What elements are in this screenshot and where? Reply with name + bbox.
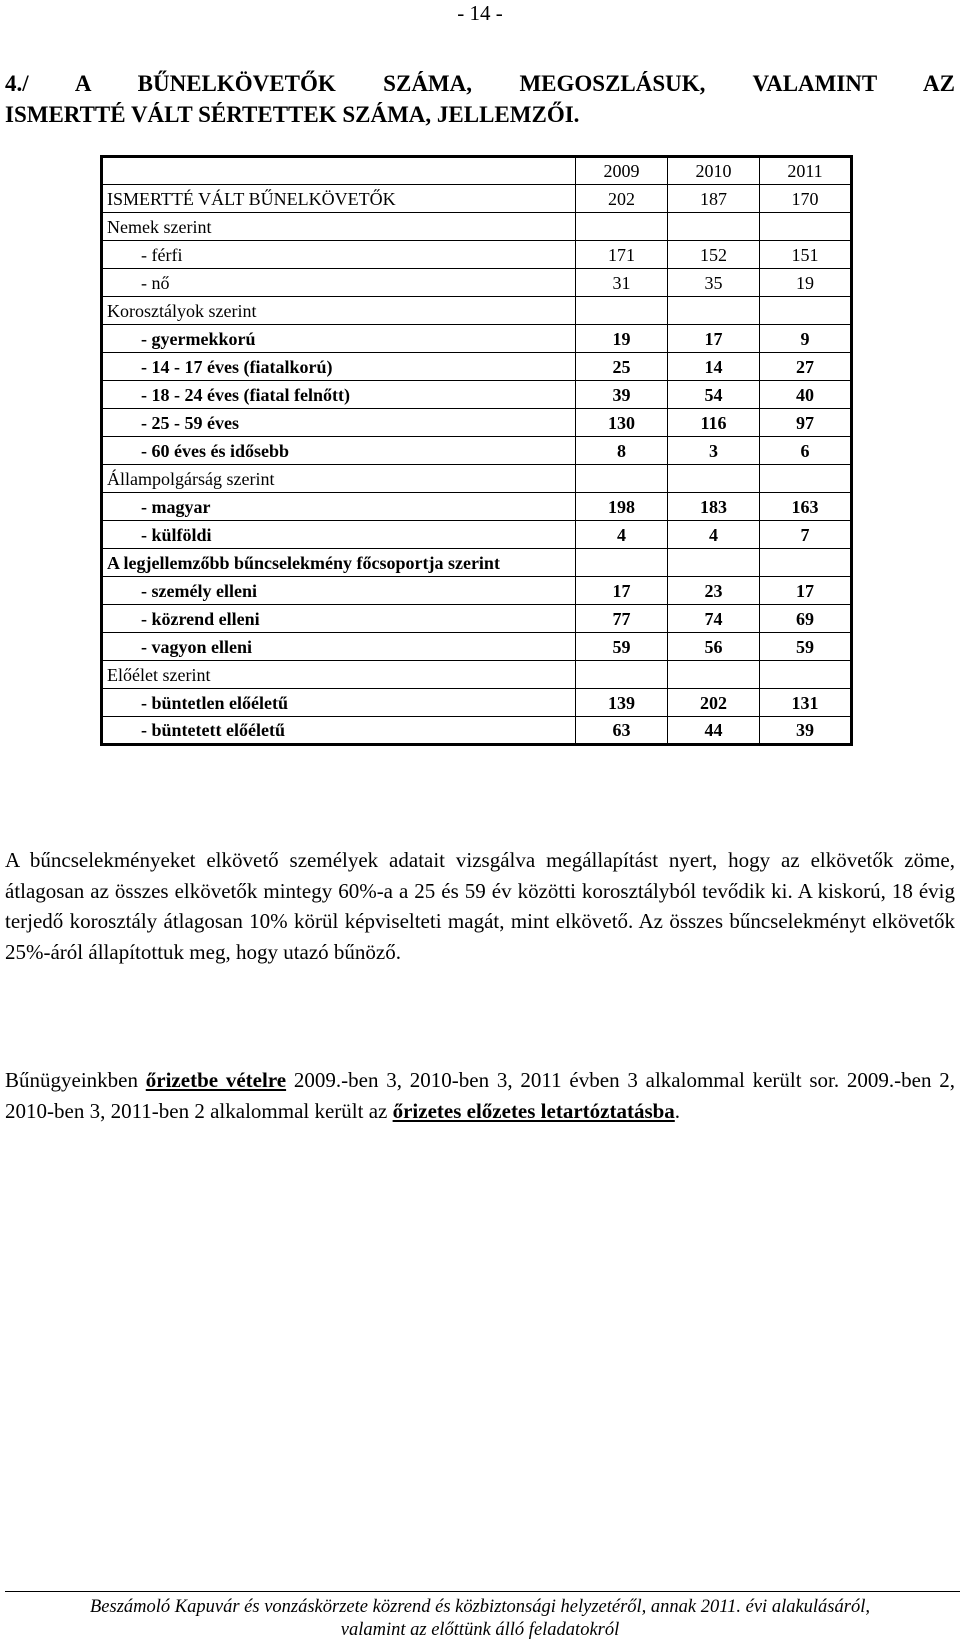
paragraph-text: Bűnügyeinkben	[5, 1068, 146, 1092]
table-row	[102, 381, 852, 409]
value-cell-2010: 116	[668, 409, 760, 437]
row-label: - gyermekkorú	[102, 325, 576, 353]
paragraph-offender-analysis: A bűncselekményeket elkövető személyek adatait vizsgálva megállapítást nyert, hogy az elkövetők zöme, átlagosan az összes elkövetők mintegy 60%-a a 25 és 59 év közötti korosztályból tevődik ki. A kiskorú, 18 évig terjedő korosztály átlagosan 10% körül képviselteti magát, mint elkövető. Az összes bűncselekményt elkövetők 25%-áról állapítottuk meg, hogy utazó bűnöző.	[5, 848, 955, 964]
emphasis-pretrial-detention: őrizetes előzetes letartóztatásba	[392, 1098, 675, 1123]
category-label: Állampolgárság szerint	[102, 465, 576, 493]
table-row	[102, 549, 852, 577]
category-label: Előélet szerint	[102, 661, 576, 689]
table-header-empty-cell	[102, 157, 576, 185]
value-cell-2009	[576, 213, 668, 241]
value-cell-2011: 170	[760, 185, 852, 213]
table-header-row	[102, 157, 852, 185]
row-label: - 18 - 24 éves (fiatal felnőtt)	[102, 381, 576, 409]
table-row	[102, 605, 852, 633]
row-label: - közrend elleni	[102, 605, 576, 633]
table-row	[102, 717, 852, 745]
value-cell-2010: 54	[668, 381, 760, 409]
paragraph-text: 2009.-ben 3, 2010-ben 3, 2011 évben 3 alkalommal került sor. 2009.-ben 2, 2010-ben 3, 2011-ben 2 alkalommal került az	[5, 1068, 955, 1123]
value-cell-2010: 23	[668, 577, 760, 605]
table-row	[102, 437, 852, 465]
value-cell-2009	[576, 661, 668, 689]
value-cell-2011: 97	[760, 409, 852, 437]
value-cell-2011: 6	[760, 437, 852, 465]
value-cell-2009	[576, 549, 668, 577]
year-header: 2010	[668, 157, 760, 185]
value-cell-2011: 17	[760, 577, 852, 605]
paragraph-text: .	[674, 1098, 681, 1123]
row-label: - büntetlen előéletű	[102, 689, 576, 717]
row-label: - magyar	[102, 493, 576, 521]
section-heading-line-2: ISMERTTÉ VÁLT SÉRTETTEK SZÁMA, JELLEMZŐI.	[5, 102, 580, 127]
category-label: Nemek szerint	[102, 213, 576, 241]
value-cell-2011: 131	[760, 689, 852, 717]
value-cell-2010: 56	[668, 633, 760, 661]
emphasis-custody: őrizetbe vételre	[145, 1068, 287, 1092]
table-row	[102, 521, 852, 549]
value-cell-2009	[576, 297, 668, 325]
value-cell-2009: 77	[576, 605, 668, 633]
value-cell-2009	[576, 465, 668, 493]
table-row	[102, 661, 852, 689]
value-cell-2009: 63	[576, 717, 668, 745]
value-cell-2010: 44	[668, 717, 760, 745]
value-cell-2009: 19	[576, 325, 668, 353]
value-cell-2010: 4	[668, 521, 760, 549]
value-cell-2011: 19	[760, 269, 852, 297]
row-label: - büntetett előéletű	[102, 717, 576, 745]
table-row	[102, 325, 852, 353]
value-cell-2011: 7	[760, 521, 852, 549]
value-cell-2010: 3	[668, 437, 760, 465]
footer-line-1: Beszámoló Kapuvár és vonzáskörzete közrend és közbiztonsági helyzetéről, annak 2011. évi alakulásáról,	[90, 1597, 870, 1617]
table-row	[102, 465, 852, 493]
value-cell-2010	[668, 213, 760, 241]
value-cell-2011	[760, 661, 852, 689]
table-row	[102, 633, 852, 661]
table-row	[102, 353, 852, 381]
value-cell-2009: 17	[576, 577, 668, 605]
value-cell-2009: 198	[576, 493, 668, 521]
value-cell-2011	[760, 549, 852, 577]
value-cell-2010	[668, 465, 760, 493]
value-cell-2010: 183	[668, 493, 760, 521]
row-label: - 25 - 59 éves	[102, 409, 576, 437]
table-row	[102, 297, 852, 325]
table-row	[102, 269, 852, 297]
value-cell-2011: 59	[760, 633, 852, 661]
value-cell-2009: 4	[576, 521, 668, 549]
table-row	[102, 213, 852, 241]
value-cell-2011	[760, 297, 852, 325]
category-label: A legjellemzőbb bűncselekmény főcsoportja szerint	[102, 549, 576, 577]
value-cell-2010: 187	[668, 185, 760, 213]
value-cell-2009: 8	[576, 437, 668, 465]
year-header: 2009	[576, 157, 668, 185]
value-cell-2011: 163	[760, 493, 852, 521]
value-cell-2010: 14	[668, 353, 760, 381]
value-cell-2010	[668, 297, 760, 325]
value-cell-2009: 139	[576, 689, 668, 717]
page-footer	[0, 1596, 960, 1642]
value-cell-2009: 31	[576, 269, 668, 297]
offender-statistics-table	[100, 155, 853, 746]
value-cell-2010: 74	[668, 605, 760, 633]
value-cell-2010: 202	[668, 689, 760, 717]
value-cell-2010: 35	[668, 269, 760, 297]
table-row	[102, 577, 852, 605]
paragraph-custody	[5, 1065, 955, 1126]
value-cell-2010: 17	[668, 325, 760, 353]
value-cell-2011	[760, 465, 852, 493]
row-label: - külföldi	[102, 521, 576, 549]
table-row	[102, 689, 852, 717]
value-cell-2011: 40	[760, 381, 852, 409]
value-cell-2010: 152	[668, 241, 760, 269]
section-heading-line-1: 4./ A BŰNELKÖVETŐK SZÁMA, MEGOSZLÁSUK, VALAMINT AZ	[5, 71, 955, 96]
footer-divider	[5, 1591, 960, 1592]
table-row	[102, 185, 852, 213]
table-row	[102, 493, 852, 521]
value-cell-2010	[668, 549, 760, 577]
footer-line-2: valamint az előttünk álló feladatokról	[340, 1620, 620, 1640]
value-cell-2009: 39	[576, 381, 668, 409]
value-cell-2009: 130	[576, 409, 668, 437]
row-label: - személy elleni	[102, 577, 576, 605]
row-label: - nő	[102, 269, 576, 297]
value-cell-2009: 59	[576, 633, 668, 661]
value-cell-2011: 9	[760, 325, 852, 353]
page-number: - 14 -	[457, 1, 503, 25]
row-label: - 14 - 17 éves (fiatalkorú)	[102, 353, 576, 381]
section-heading	[5, 68, 955, 130]
row-label: - férfi	[102, 241, 576, 269]
row-label: - 60 éves és idősebb	[102, 437, 576, 465]
value-cell-2011: 69	[760, 605, 852, 633]
value-cell-2011: 151	[760, 241, 852, 269]
value-cell-2011: 39	[760, 717, 852, 745]
value-cell-2011	[760, 213, 852, 241]
table-row	[102, 409, 852, 437]
value-cell-2009: 171	[576, 241, 668, 269]
row-label: - vagyon elleni	[102, 633, 576, 661]
value-cell-2009: 25	[576, 353, 668, 381]
row-label: ISMERTTÉ VÁLT BŰNELKÖVETŐK	[102, 185, 576, 213]
value-cell-2010	[668, 661, 760, 689]
table-row	[102, 241, 852, 269]
year-header: 2011	[760, 157, 852, 185]
value-cell-2009: 202	[576, 185, 668, 213]
value-cell-2011: 27	[760, 353, 852, 381]
category-label: Korosztályok szerint	[102, 297, 576, 325]
